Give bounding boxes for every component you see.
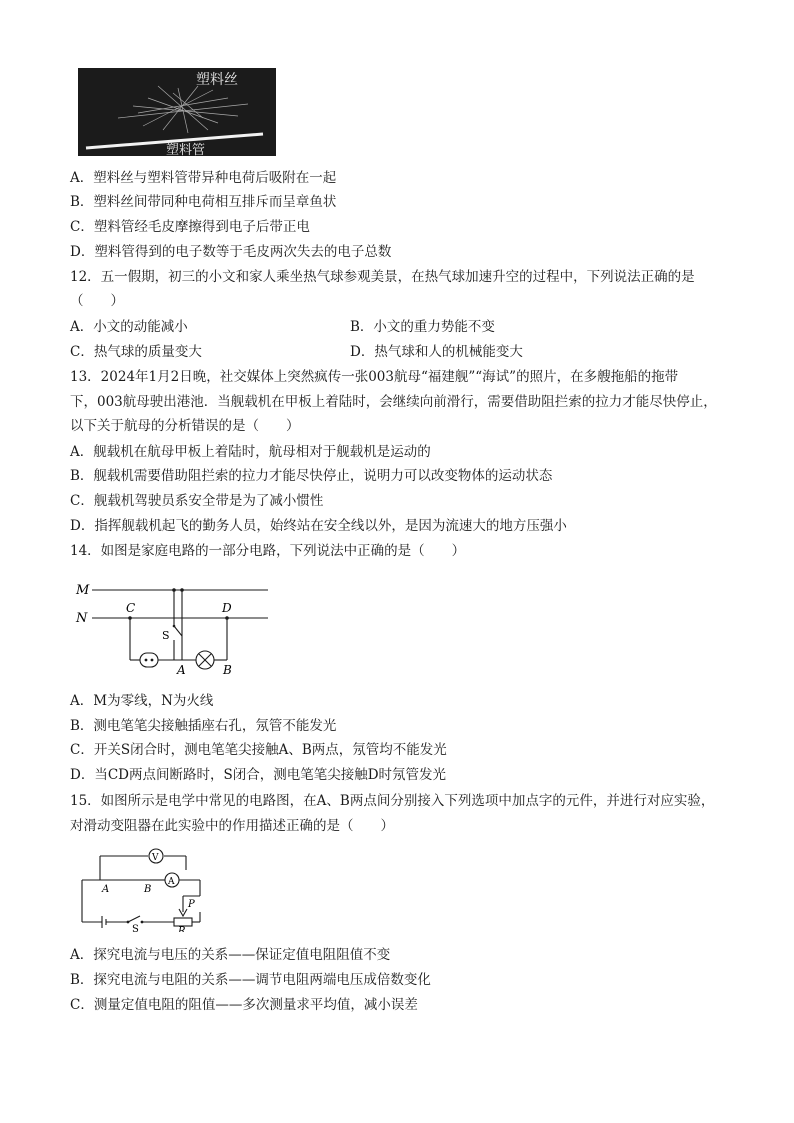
- q13-stem-line2: 下，003航母驶出港池．当舰载机在甲板上着陆时，会继续向前滑行，需要借助阻拦索的拉力才能尽快停止，: [70, 394, 717, 410]
- household-circuit-diagram: [72, 572, 272, 680]
- q15-stem-line2: 对滑动变阻器在此实验中的作用描述正确的是（ ）: [70, 818, 394, 834]
- q12-stem-line2: （ ）: [70, 293, 124, 309]
- photo-drawing: [78, 68, 276, 156]
- static-electricity-photo: [78, 68, 276, 156]
- q14-option-a: A．M为零线，N为火线: [70, 693, 214, 709]
- q15-stem-line1: 15．如图所示是电学中常见的电路图，在A、B两点间分别接入下列选项中加点字的元件，并进行对应实验，: [70, 793, 715, 809]
- q12-option-c: C．热气球的质量变大: [70, 344, 202, 360]
- q11-option-d: D．塑料管得到的电子数等于毛皮两次失去的电子总数: [70, 244, 392, 260]
- q13-option-d: D．指挥舰载机起飞的勤务人员，始终站在安全线以外，是因为流速大的地方压强小: [70, 518, 567, 534]
- q12-option-a: A．小文的动能减小: [70, 319, 188, 335]
- switch-label-s: S: [162, 629, 170, 642]
- point-label-d: D: [222, 601, 232, 615]
- electric-circuit-svg: [78, 846, 210, 932]
- household-circuit-svg: [72, 572, 272, 676]
- photo-label-tube: 塑料管: [166, 143, 206, 156]
- q14-stem: 14．如图是家庭电路的一部分电路，下列说法中正确的是（ ）: [70, 543, 466, 559]
- point-label-b: B: [223, 663, 232, 676]
- q15-option-c: C．测量定值电阻的阻值——多次测量求平均值，减小误差: [70, 997, 418, 1013]
- q12-option-d: D．热气球和人的机械能变大: [350, 344, 523, 360]
- rheostat-label-r: R: [178, 926, 186, 932]
- q11-option-a: A．塑料丝与塑料管带异种电荷后吸附在一起: [70, 170, 337, 186]
- q11-option-b: B．塑料丝间带同种电荷相互排斥而呈章鱼状: [70, 194, 337, 210]
- point-label-b: B: [144, 884, 152, 895]
- q14-option-c: C．开关S闭合时，测电笔笔尖接触A、B两点，氖管均不能发光: [70, 742, 447, 758]
- photo-label-strands: 塑料丝: [196, 72, 238, 88]
- switch-label-s: S: [132, 924, 139, 932]
- q15-option-a: A．探究电流与电压的关系——保证定值电阻阻值不变: [70, 947, 391, 963]
- electric-circuit-diagram: [78, 846, 210, 936]
- voltmeter-label: V: [152, 853, 159, 863]
- q13-stem-line3: 以下关于航母的分析错误的是（ ）: [70, 418, 300, 434]
- q14-option-d: D．当CD两点间断路时，S闭合，测电笔笔尖接触D时氖管发光: [70, 767, 447, 783]
- q12-stem-line1: 12．五一假期，初三的小文和家人乘坐热气球参观美景，在热气球加速升空的过程中，下列说法正确的是: [70, 269, 695, 285]
- wire-label-n: N: [76, 611, 88, 626]
- q13-option-b: B．舰载机需要借助阻拦索的拉力才能尽快停止，说明力可以改变物体的运动状态: [70, 468, 553, 484]
- wire-label-m: M: [76, 583, 90, 598]
- q13-stem-line1: 13．2024年1月2日晚，社交媒体上突然疯传一张003航母“福建舰”“海试”的照片，在多艘拖船的拖带: [70, 369, 679, 385]
- q13-option-a: A．舰载机在航母甲板上着陆时，航母相对于舰载机是运动的: [70, 444, 431, 460]
- ammeter-label: A: [168, 877, 175, 887]
- slider-label-p: P: [188, 899, 195, 910]
- q15-option-b: B．探究电流与电阻的关系——调节电阻两端电压成倍数变化: [70, 972, 431, 988]
- q13-option-c: C．舰载机驾驶员系安全带是为了减小惯性: [70, 493, 324, 509]
- q12-option-b: B．小文的重力势能不变: [350, 319, 495, 335]
- q11-option-c: C．塑料管经毛皮摩擦得到电子后带正电: [70, 219, 310, 235]
- q14-option-b: B．测电笔笔尖接触插座右孔，氖管不能发光: [70, 718, 337, 734]
- point-label-a: A: [177, 663, 186, 676]
- point-label-c: C: [126, 601, 136, 615]
- point-label-a: A: [102, 884, 110, 895]
